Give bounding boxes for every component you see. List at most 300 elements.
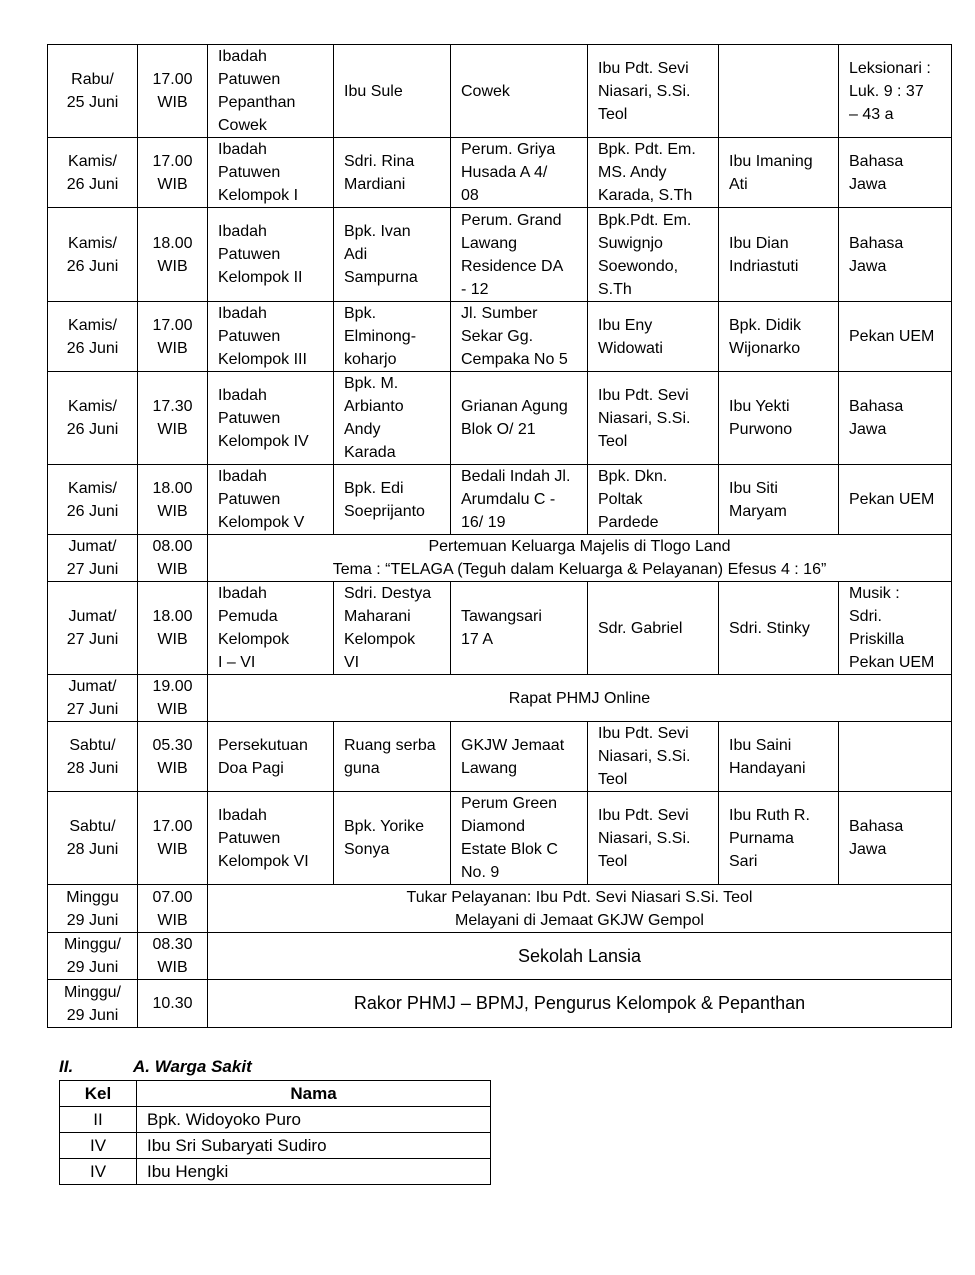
- time-cell: [138, 465, 208, 535]
- liturgist-cell: [719, 138, 839, 208]
- merged-event-cell: [208, 885, 952, 933]
- cell-line: Grianan Agung: [461, 398, 568, 415]
- date-cell: [48, 582, 138, 675]
- liturgist-cell: [719, 582, 839, 675]
- cell-line: Soewondo,: [598, 257, 679, 275]
- cell-line: 05.30: [152, 736, 193, 754]
- cell-line: guna: [344, 759, 380, 777]
- cell-line: Ibu Dian: [729, 234, 789, 252]
- cell-line: Husada A 4/: [461, 164, 548, 181]
- time-cell: [138, 933, 208, 980]
- cell-line: Estate Blok C: [461, 841, 558, 858]
- schedule-row: [48, 933, 952, 980]
- cell-line: Purwono: [729, 421, 793, 438]
- cell-line: 29 Juni: [66, 1006, 119, 1024]
- cell-line: 07.00: [152, 888, 193, 906]
- cell-line: Leksionari :: [849, 59, 931, 77]
- cell-line: WIB: [157, 911, 188, 929]
- sick-row: [60, 1133, 491, 1159]
- preacher-cell: [588, 208, 719, 302]
- header-nama: Nama: [137, 1081, 491, 1107]
- cell-line: Cempaka No 5: [461, 351, 568, 368]
- cell-line: Kelompok VI: [218, 852, 309, 870]
- cell-line: Adi: [344, 246, 368, 263]
- sick-table: [59, 1080, 491, 1185]
- time-cell: [138, 208, 208, 302]
- event-cell: [208, 138, 334, 208]
- schedule-row: [48, 45, 952, 138]
- cell-line: Bpk. Pdt. Em.: [598, 141, 696, 158]
- cell-line: Minggu: [66, 888, 119, 906]
- date-cell: [48, 885, 138, 933]
- liturgist-cell: [719, 722, 839, 792]
- kel-cell: II: [60, 1107, 137, 1133]
- cell-line: 08.30: [152, 936, 193, 953]
- cell-line: Teol: [598, 432, 628, 450]
- cell-line: 28 Juni: [66, 759, 119, 777]
- schedule-row: [48, 535, 952, 582]
- cell-line: WIB: [157, 175, 188, 193]
- cell-line: 27 Juni: [66, 701, 119, 718]
- location-cell: [451, 208, 588, 302]
- cell-line: Arumdalu C -: [461, 491, 556, 508]
- cell-line: Sekar Gg.: [461, 328, 534, 345]
- cell-line: Sari: [729, 852, 758, 870]
- host-cell: [334, 582, 451, 675]
- cell-line: Niasari, S.Si.: [598, 748, 691, 765]
- cell-line: Pekan UEM: [849, 328, 935, 345]
- sick-section-heading: [59, 1055, 489, 1079]
- time-cell: [138, 302, 208, 372]
- cell-line: 17.00: [152, 316, 193, 334]
- schedule-row: [48, 722, 952, 792]
- cell-line: Jl. Sumber: [461, 305, 538, 322]
- date-cell: [48, 933, 138, 980]
- host-cell: [334, 792, 451, 885]
- cell-line: Teol: [598, 771, 628, 788]
- cell-line: 18.00: [152, 608, 193, 625]
- cell-line: Indriastuti: [729, 257, 799, 275]
- event-cell: [208, 722, 334, 792]
- cell-line: Jawa: [849, 257, 887, 275]
- date-cell: [48, 675, 138, 722]
- cell-line: Perum. Griya: [461, 141, 556, 158]
- date-cell: [48, 138, 138, 208]
- cell-line: Sabtu/: [69, 736, 116, 754]
- cell-line: Tawangsari: [461, 608, 542, 625]
- merged-line: Tukar Pelayanan: Ibu Pdt. Sevi Niasari S.Si. Teol: [406, 888, 753, 906]
- cell-line: Karada, S.Th: [598, 187, 693, 204]
- cell-line: Sdri. Rina: [344, 152, 415, 170]
- cell-line: GKJW Jemaat: [461, 736, 565, 754]
- location-cell: [451, 722, 588, 792]
- location-cell: [451, 792, 588, 885]
- location-cell: [451, 582, 588, 675]
- header-kel: Kel: [60, 1081, 137, 1107]
- cell-line: 19.00: [152, 678, 193, 695]
- kel-cell: IV: [60, 1159, 137, 1185]
- preacher-cell: [588, 792, 719, 885]
- cell-line: Widowati: [598, 339, 663, 357]
- notes-cell: [839, 208, 952, 302]
- schedule-row: [48, 465, 952, 535]
- sick-table-body: [60, 1107, 491, 1185]
- location-cell: [451, 465, 588, 535]
- cell-line: Lawang: [461, 234, 518, 252]
- cell-line: WIB: [157, 841, 188, 858]
- notes-cell: [839, 372, 952, 465]
- date-cell: [48, 45, 138, 138]
- preacher-cell: [588, 465, 719, 535]
- cell-line: Ibu Pdt. Sevi: [598, 59, 689, 77]
- cell-line: Teol: [598, 852, 628, 870]
- cell-line: Jawa: [849, 421, 887, 438]
- notes-cell: [839, 45, 952, 138]
- cell-line: Poltak: [598, 491, 643, 508]
- cell-line: Niasari, S.Si.: [598, 409, 691, 427]
- merged-event-cell: [208, 535, 952, 582]
- time-cell: [138, 722, 208, 792]
- cell-line: Ibadah: [218, 468, 267, 485]
- cell-line: Pardede: [598, 514, 659, 531]
- cell-line: Priskilla: [849, 631, 905, 648]
- cell-line: 16/ 19: [461, 514, 506, 531]
- cell-line: 17 A: [461, 631, 494, 648]
- cell-line: Sonya: [344, 841, 390, 858]
- preacher-cell: [588, 302, 719, 372]
- cell-line: - 12: [461, 280, 489, 298]
- cell-line: Minggu/: [64, 983, 121, 1001]
- time-cell: [138, 792, 208, 885]
- cell-line: Luk. 9 : 37: [849, 82, 924, 100]
- merged-event-cell: [208, 933, 952, 980]
- schedule-row: [48, 138, 952, 208]
- cell-line: WIB: [157, 561, 188, 578]
- cell-line: Ibu Ruth R.: [729, 806, 810, 824]
- cell-line: Musik :: [849, 585, 900, 602]
- cell-line: WIB: [157, 257, 188, 275]
- cell-line: 26 Juni: [66, 421, 119, 438]
- cell-line: Bahasa: [849, 234, 904, 252]
- cell-line: Patuwen: [218, 328, 281, 345]
- schedule-row: [48, 302, 952, 372]
- preacher-cell: [588, 582, 719, 675]
- cell-line: Sampurna: [344, 269, 418, 286]
- cell-line: MS. Andy: [598, 164, 667, 181]
- cell-line: Karada: [344, 444, 396, 461]
- kel-cell: IV: [60, 1133, 137, 1159]
- cell-line: 17.00: [152, 152, 193, 170]
- cell-line: 26 Juni: [66, 339, 119, 357]
- cell-line: Jumat/: [68, 538, 117, 555]
- cell-line: Ibu Pdt. Sevi: [598, 725, 689, 742]
- location-cell: [451, 302, 588, 372]
- cell-line: Mardiani: [344, 175, 406, 193]
- cell-line: Kamis/: [68, 316, 117, 334]
- nama-cell: Bpk. Widoyoko Puro: [137, 1107, 491, 1133]
- host-cell: [334, 208, 451, 302]
- cell-line: Ibadah: [218, 806, 267, 824]
- cell-line: 08.00: [152, 538, 193, 555]
- cell-line: Sdri. Stinky: [729, 619, 810, 637]
- cell-line: Pekan UEM: [849, 654, 935, 671]
- liturgist-cell: [719, 465, 839, 535]
- cell-line: Residence DA: [461, 257, 564, 275]
- cell-line: Maryam: [729, 502, 787, 520]
- schedule-row: [48, 675, 952, 722]
- cell-line: Bpk. Didik: [729, 316, 802, 334]
- merged-line: Sekolah Lansia: [517, 945, 642, 966]
- preacher-cell: [588, 722, 719, 792]
- cell-line: Bpk. Ivan: [344, 223, 411, 240]
- cell-line: koharjo: [344, 351, 397, 368]
- cell-line: Bedali Indah Jl.: [461, 468, 571, 485]
- cell-line: Bpk. Dkn.: [598, 468, 668, 485]
- cell-line: Kelompok III: [218, 351, 307, 368]
- cell-line: Ibu Sule: [344, 82, 403, 100]
- cell-line: Maharani: [344, 608, 411, 625]
- cell-line: 28 Juni: [66, 841, 119, 858]
- cell-line: Kelompok: [218, 631, 290, 648]
- cell-line: Kelompok I: [218, 187, 299, 204]
- cell-line: Elminong-: [344, 328, 417, 345]
- cell-line: 26 Juni: [66, 175, 119, 193]
- date-cell: [48, 465, 138, 535]
- cell-line: Ibadah: [218, 48, 267, 65]
- date-cell: [48, 372, 138, 465]
- cell-line: Kelompok V: [218, 514, 305, 531]
- cell-line: 10.30: [152, 995, 193, 1012]
- schedule-row: [48, 372, 952, 465]
- cell-line: Persekutuan: [218, 736, 308, 754]
- time-cell: [138, 885, 208, 933]
- notes-cell: [839, 138, 952, 208]
- cell-line: Patuwen: [218, 71, 281, 88]
- cell-line: Sdri.: [849, 608, 882, 625]
- notes-cell: [839, 302, 952, 372]
- cell-line: Patuwen: [218, 409, 281, 427]
- liturgist-cell: [719, 208, 839, 302]
- event-cell: [208, 372, 334, 465]
- cell-line: Bahasa: [849, 152, 904, 170]
- time-cell: [138, 535, 208, 582]
- sick-row: [60, 1107, 491, 1133]
- time-cell: [138, 675, 208, 722]
- cell-line: WIB: [157, 759, 188, 777]
- cell-line: Doa Pagi: [218, 759, 284, 777]
- schedule-row: [48, 792, 952, 885]
- cell-line: Niasari, S.Si.: [598, 82, 691, 100]
- cell-line: 17.00: [152, 71, 193, 88]
- time-cell: [138, 582, 208, 675]
- cell-line: Cowek: [461, 82, 510, 100]
- cell-line: 27 Juni: [66, 631, 119, 648]
- cell-line: Kelompok IV: [218, 432, 309, 450]
- cell-line: Patuwen: [218, 491, 281, 508]
- preacher-cell: [588, 138, 719, 208]
- cell-line: 25 Juni: [66, 94, 119, 111]
- cell-line: Bpk. M.: [344, 375, 399, 392]
- cell-line: Bpk. Edi: [344, 479, 404, 497]
- cell-line: Jawa: [849, 175, 887, 193]
- event-cell: [208, 302, 334, 372]
- notes-cell: [839, 722, 952, 792]
- cell-line: Kamis/: [68, 479, 117, 497]
- cell-line: Perum Green: [461, 795, 558, 812]
- cell-line: Blok O/ 21: [461, 421, 536, 438]
- cell-line: Ibu Siti: [729, 479, 778, 497]
- cell-line: Handayani: [729, 759, 806, 777]
- schedule-row: [48, 980, 952, 1028]
- notes-cell: [839, 582, 952, 675]
- section-number: II.: [59, 1057, 74, 1076]
- cell-line: Ibadah: [218, 141, 267, 158]
- merged-event-cell: [208, 675, 952, 722]
- cell-line: Jumat/: [68, 608, 117, 625]
- cell-line: Ibu Yekti: [729, 398, 790, 415]
- notes-cell: [839, 465, 952, 535]
- cell-line: I – VI: [218, 654, 256, 671]
- cell-line: Purnama: [729, 829, 794, 847]
- cell-line: Ati: [729, 175, 748, 193]
- section-title: A. Warga Sakit: [133, 1057, 252, 1076]
- cell-line: Ibu Eny: [598, 316, 653, 334]
- cell-line: Bpk.: [344, 305, 377, 322]
- date-cell: [48, 535, 138, 582]
- date-cell: [48, 980, 138, 1028]
- cell-line: Jumat/: [68, 678, 117, 695]
- schedule-row: [48, 885, 952, 933]
- event-cell: [208, 45, 334, 138]
- time-cell: [138, 372, 208, 465]
- cell-line: Ibadah: [218, 223, 267, 240]
- cell-line: WIB: [157, 339, 188, 357]
- cell-line: Kelompok: [344, 631, 416, 648]
- cell-line: Pemuda: [218, 608, 278, 625]
- sick-table-header: [60, 1081, 491, 1107]
- merged-line: Pertemuan Keluarga Majelis di Tlogo Land: [428, 538, 731, 555]
- host-cell: [334, 138, 451, 208]
- date-cell: [48, 302, 138, 372]
- notes-cell: [839, 792, 952, 885]
- cell-line: Patuwen: [218, 246, 281, 263]
- cell-line: WIB: [157, 631, 188, 648]
- time-cell: [138, 45, 208, 138]
- location-cell: [451, 45, 588, 138]
- time-cell: [138, 138, 208, 208]
- cell-line: Patuwen: [218, 829, 281, 847]
- location-cell: [451, 372, 588, 465]
- cell-line: – 43 a: [849, 105, 894, 123]
- event-cell: [208, 208, 334, 302]
- cell-line: Ibu Saini: [729, 736, 792, 754]
- cell-line: Bahasa: [849, 398, 904, 415]
- cell-line: 29 Juni: [66, 911, 119, 929]
- preacher-cell: [588, 372, 719, 465]
- cell-line: No. 9: [461, 864, 500, 881]
- preacher-cell: [588, 45, 719, 138]
- location-cell: [451, 138, 588, 208]
- cell-line: WIB: [157, 959, 188, 976]
- cell-line: Arbianto: [344, 398, 404, 415]
- nama-cell: Ibu Hengki: [137, 1159, 491, 1185]
- cell-line: Perum. Grand: [461, 211, 562, 229]
- cell-line: Kamis/: [68, 398, 117, 415]
- cell-line: Wijonarko: [729, 339, 801, 357]
- cell-line: 27 Juni: [66, 561, 119, 578]
- cell-line: Sdr. Gabriel: [598, 619, 683, 637]
- cell-line: Suwignjo: [598, 234, 663, 252]
- cell-line: Niasari, S.Si.: [598, 829, 691, 847]
- event-cell: [208, 582, 334, 675]
- liturgist-cell: [719, 792, 839, 885]
- cell-line: Pepanthan: [218, 94, 296, 111]
- cell-line: 29 Juni: [66, 959, 119, 976]
- cell-line: Ibu Imaning: [729, 152, 813, 170]
- cell-line: Andy: [344, 421, 381, 438]
- cell-line: 17.00: [152, 818, 193, 835]
- cell-line: Ibadah: [218, 585, 267, 602]
- host-cell: [334, 722, 451, 792]
- schedule-body: [48, 45, 952, 1028]
- date-cell: [48, 792, 138, 885]
- cell-line: VI: [344, 654, 360, 671]
- cell-line: Kelompok II: [218, 269, 303, 286]
- schedule-row: [48, 208, 952, 302]
- cell-line: 18.00: [152, 234, 193, 252]
- cell-line: Bahasa: [849, 818, 904, 835]
- merged-line: Tema : “TELAGA (Teguh dalam Keluarga & Pelayanan) Efesus 4 : 16”: [332, 561, 827, 578]
- cell-line: Cowek: [218, 117, 267, 134]
- cell-line: Kamis/: [68, 234, 117, 252]
- cell-line: Sabtu/: [69, 818, 116, 835]
- cell-line: Ibu Pdt. Sevi: [598, 386, 689, 404]
- cell-line: 18.00: [152, 479, 193, 497]
- schedule-table: [47, 44, 952, 1028]
- cell-line: 08: [461, 187, 479, 204]
- cell-line: Teol: [598, 105, 628, 123]
- liturgist-cell: [719, 45, 839, 138]
- cell-line: Soeprijanto: [344, 502, 425, 520]
- cell-line: Jawa: [849, 841, 887, 858]
- schedule-row: [48, 582, 952, 675]
- sick-row: [60, 1159, 491, 1185]
- merged-line: Rapat PHMJ Online: [508, 689, 651, 707]
- cell-line: Pekan UEM: [849, 491, 935, 508]
- event-cell: [208, 792, 334, 885]
- cell-line: WIB: [157, 421, 188, 438]
- cell-line: 26 Juni: [66, 257, 119, 275]
- host-cell: [334, 372, 451, 465]
- host-cell: [334, 45, 451, 138]
- liturgist-cell: [719, 302, 839, 372]
- cell-line: Patuwen: [218, 164, 281, 181]
- cell-line: WIB: [157, 701, 188, 718]
- cell-line: WIB: [157, 94, 188, 111]
- cell-line: Minggu/: [64, 936, 121, 953]
- host-cell: [334, 465, 451, 535]
- cell-line: Lawang: [461, 759, 518, 777]
- event-cell: [208, 465, 334, 535]
- cell-line: Sdri. Destya: [344, 585, 432, 602]
- cell-line: Kamis/: [68, 152, 117, 170]
- date-cell: [48, 208, 138, 302]
- date-cell: [48, 722, 138, 792]
- merged-event-cell: [208, 980, 952, 1028]
- cell-line: Ibu Pdt. Sevi: [598, 806, 689, 824]
- cell-line: WIB: [157, 502, 188, 520]
- cell-line: Rabu/: [71, 71, 114, 88]
